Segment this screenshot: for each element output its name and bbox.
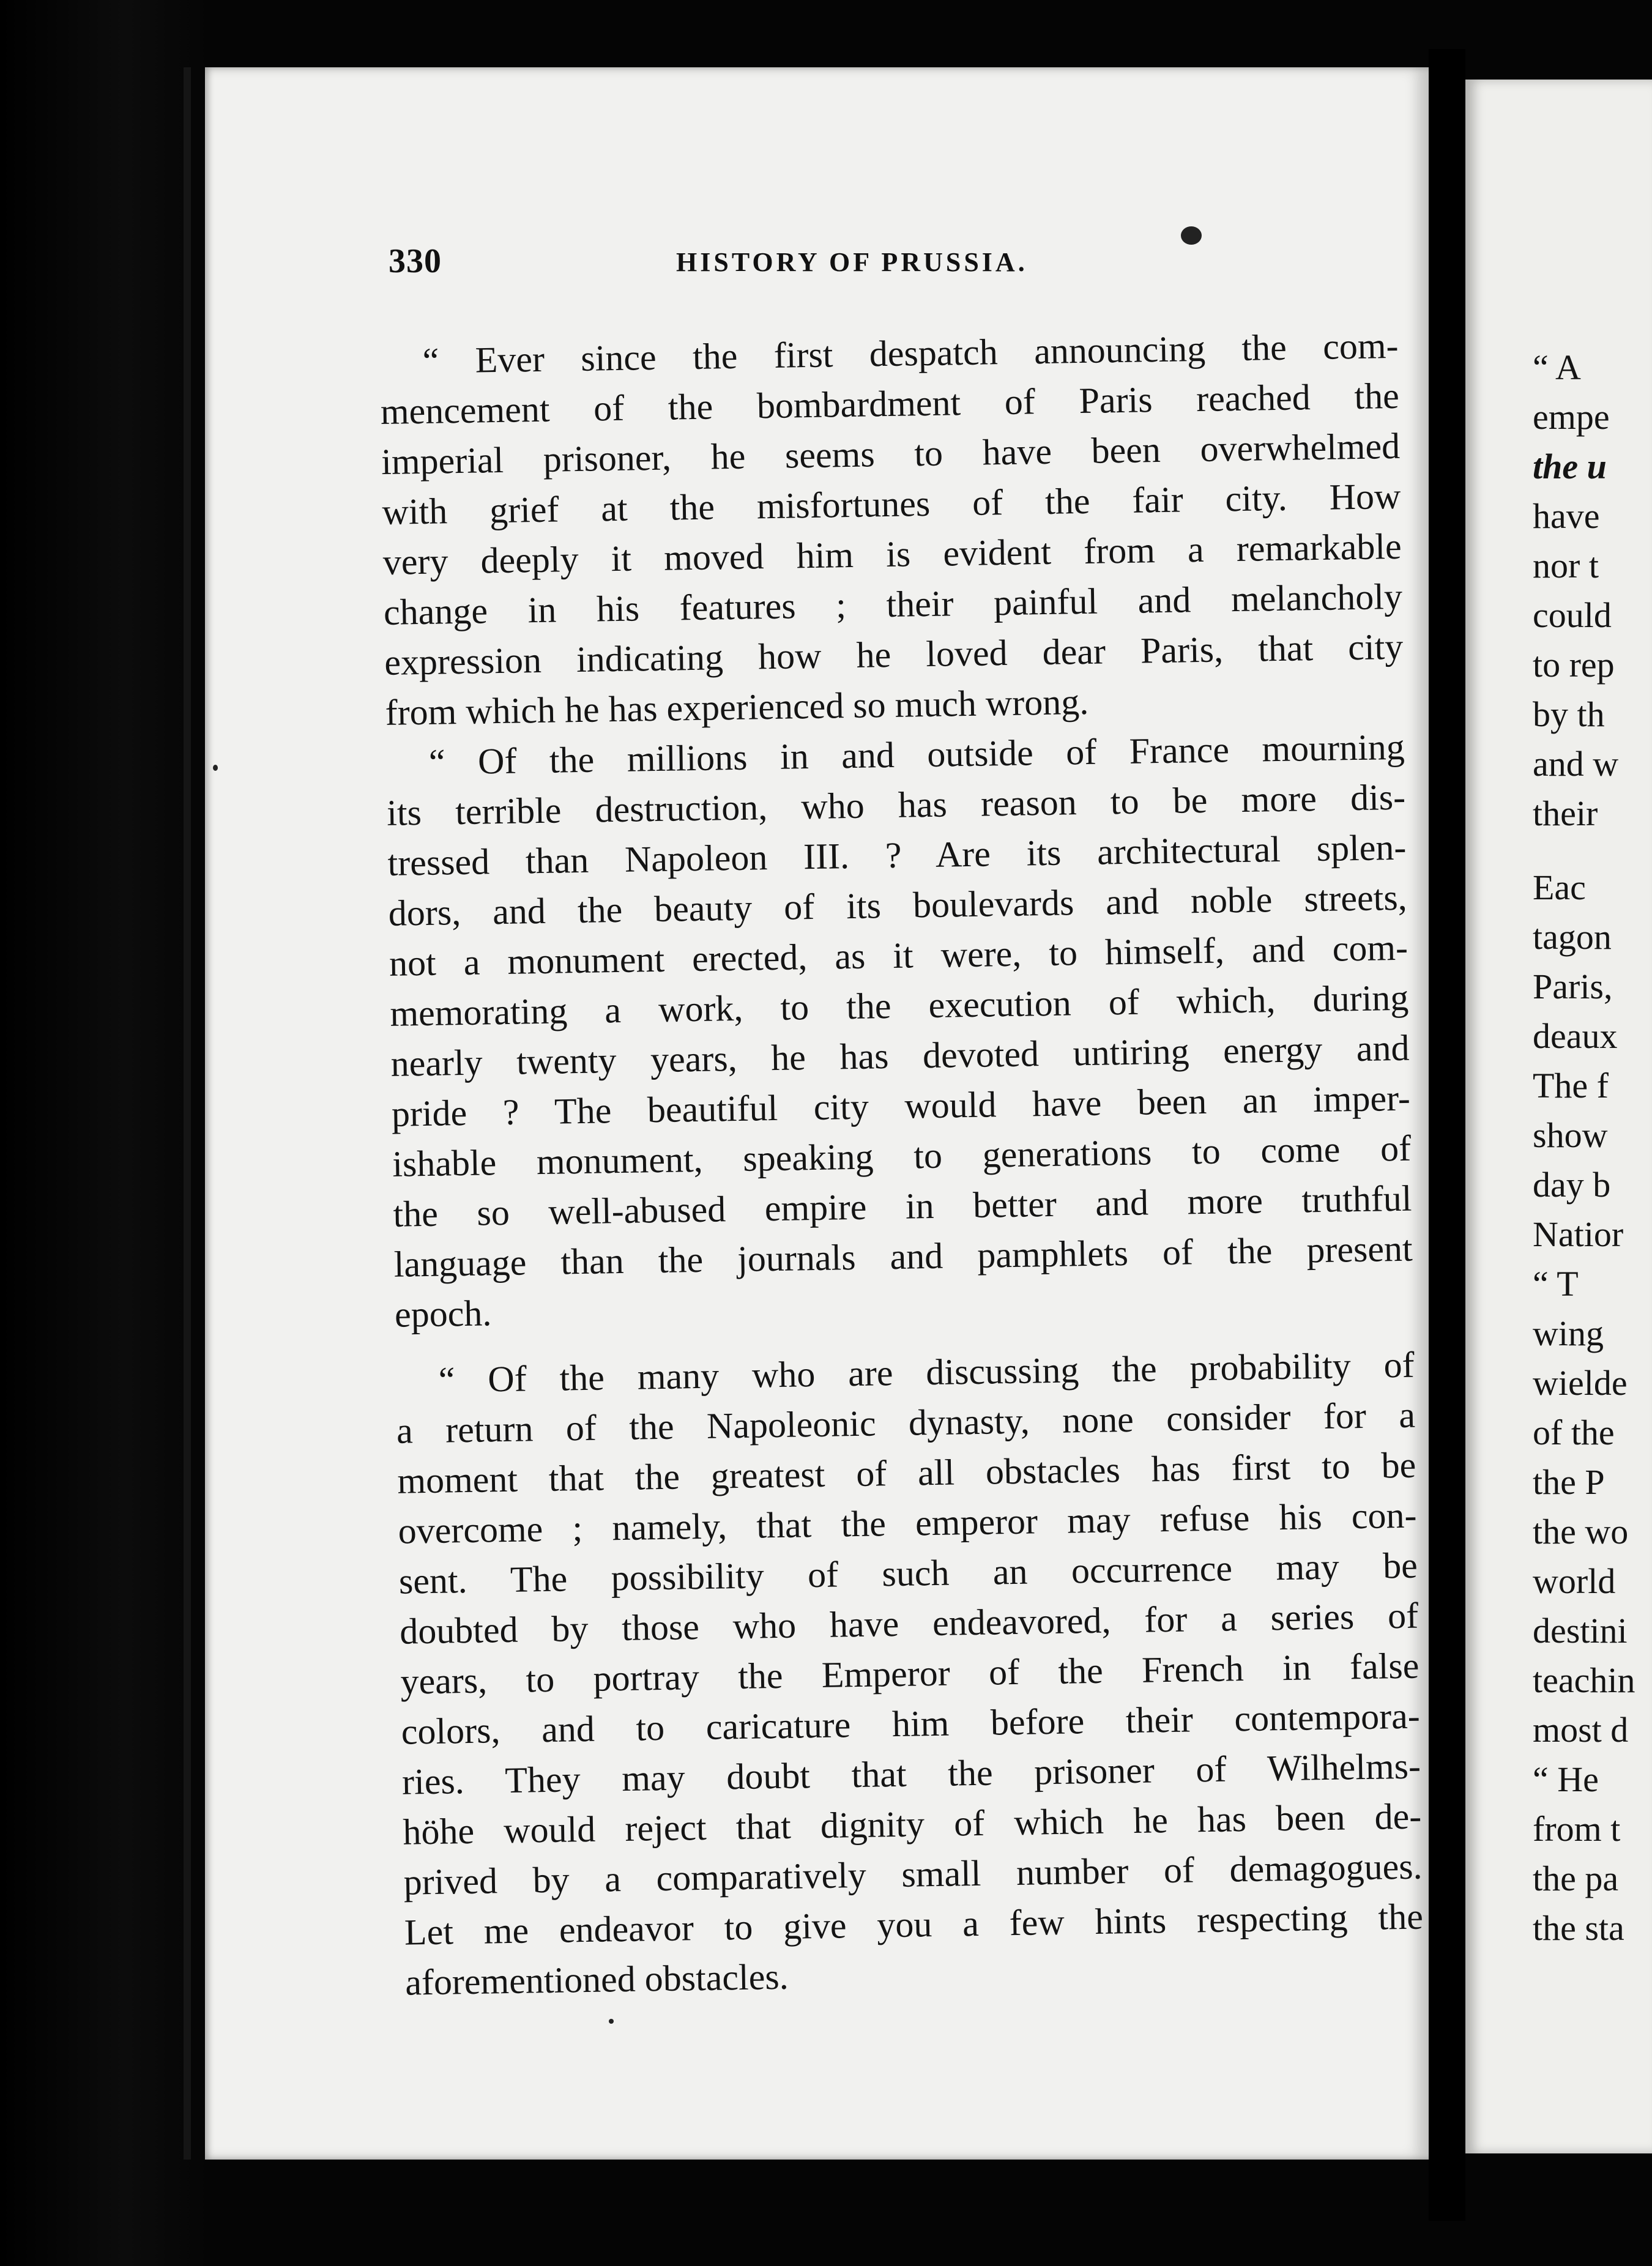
fragment-line: Natior (1533, 1214, 1624, 1254)
fragment-line: “ A (1533, 347, 1581, 387)
text-line: nearly twenty years, he has devoted untiring energy and (390, 1027, 1410, 1084)
book-spine (184, 67, 191, 2160)
text-line: prived by a comparatively small number of demagogues. (403, 1846, 1423, 1903)
page-gutter (1429, 49, 1465, 2221)
fragment-line: “ He (1533, 1759, 1599, 1799)
text-line: overcome ; namely, that the emperor may refuse his con- (398, 1495, 1417, 1551)
text-line: “ Ever since the first despatch announcing the com- (422, 325, 1399, 381)
text-line: expression indicating how he loved dear Paris, that city (384, 626, 1404, 683)
fragment-line: wielde (1533, 1363, 1628, 1403)
fragment-line: wing (1533, 1313, 1604, 1353)
text-line: from which he has experienced so much wrong. (385, 681, 1089, 733)
text-line: Let me endeavor to give you a few hints respecting the (404, 1896, 1424, 1953)
fragment-line: Paris, (1533, 967, 1613, 1006)
fragment-line: nor t (1533, 546, 1599, 585)
text-line: with grief at the misfortunes of the fair city. How (381, 475, 1401, 532)
text-line: höhe would reject that dignity of which he has been de- (402, 1796, 1422, 1852)
text-line: dors, and the beauty of its boulevards and noble streets, (388, 877, 1408, 934)
text-line: “ Of the millions in and outside of France mourning (428, 726, 1405, 782)
text-line: mencement of the bombardment of Paris reached the (380, 375, 1400, 432)
fragment-gap (1533, 838, 1635, 863)
paragraph (379, 321, 1404, 738)
fragment-line: to rep (1533, 645, 1615, 685)
text-line: memorating a work, to the execution of which, during (389, 977, 1409, 1034)
right-page-text-fragments (1533, 343, 1635, 1953)
text-line: sent. The possibility of such an occurrence may be (398, 1545, 1418, 1602)
text-line: change in his features ; their painful and melancholy (383, 576, 1403, 633)
fragment-line: most d (1533, 1710, 1629, 1750)
text-line: not a monument erected, as it were, to himself, and com- (389, 927, 1408, 984)
fragment-line: the wo (1533, 1512, 1629, 1551)
fragment-line: the sta (1533, 1908, 1624, 1948)
fragment-line: Eac (1533, 867, 1586, 907)
text-line: epoch. (394, 1293, 492, 1335)
page-header (389, 242, 1098, 284)
scan-speck (213, 765, 218, 771)
fragment-line: have (1533, 496, 1600, 536)
text-line: doubted by those who have endeavored, for a series of (399, 1595, 1419, 1652)
text-line: a return of the Napoleonic dynasty, none consider for a (396, 1394, 1416, 1451)
text-line: very deeply it moved him is evident from a remarkable (382, 526, 1402, 582)
paragraph (395, 1340, 1424, 2008)
text-line: moment that the greatest of all obstacles has first to be (396, 1444, 1416, 1501)
text-line: tressed than Napoleon III. ? Are its architectural splen- (387, 827, 1407, 883)
text-line: ries. They may doubt that the prisoner of Wilhelms- (401, 1745, 1421, 1802)
fragment-line: the P (1533, 1462, 1605, 1502)
fragment-line: destini (1533, 1611, 1628, 1651)
text-line: ishable monument, speaking to generations to come of (392, 1127, 1412, 1184)
scan-binding-edge (0, 0, 208, 2266)
fragment-line: the pa (1533, 1859, 1619, 1898)
fragment-line: world (1533, 1561, 1616, 1601)
fragment-line: the u (1533, 447, 1607, 486)
fragment-line: their (1533, 793, 1598, 833)
fragment-line: tagon (1533, 917, 1612, 957)
text-line: “ Of the many who are discussing the probability of (438, 1344, 1415, 1400)
fragment-line: could (1533, 595, 1612, 635)
running-head: HISTORY OF PRUSSIA. (676, 247, 1028, 277)
text-line: colors, and to caricature him before their contempora- (401, 1695, 1421, 1752)
fragment-line: empe (1533, 397, 1610, 437)
text-line: language than the journals and pamphlets of the present (393, 1228, 1413, 1285)
fragment-line: of the (1533, 1413, 1615, 1452)
fragment-line: by th (1533, 694, 1605, 734)
fragment-line: from t (1533, 1809, 1621, 1849)
fragment-line: show (1533, 1115, 1608, 1155)
body-text (379, 321, 1424, 2008)
fragment-line: and w (1533, 744, 1619, 784)
fragment-line: deaux (1533, 1016, 1618, 1056)
text-line: its terrible destruction, who has reason to be more dis- (386, 776, 1406, 833)
text-line: the so well-abused empire in better and more truthful (393, 1178, 1412, 1235)
page-number: 330 (389, 242, 442, 280)
fragment-line: day b (1533, 1165, 1611, 1205)
text-line: pride ? The beautiful city would have been an imper- (391, 1077, 1411, 1134)
scan-speck (1181, 226, 1202, 245)
text-line: aforementioned obstacles. (404, 1956, 789, 2003)
paragraph (385, 722, 1413, 1340)
text-line: imperial prisoner, he seems to have been overwhelmed (381, 425, 1401, 482)
scan-speck (609, 2019, 614, 2024)
fragment-line: The f (1533, 1066, 1609, 1105)
fragment-line: teachin (1533, 1660, 1635, 1700)
fragment-line: “ T (1533, 1264, 1579, 1304)
text-line: years, to portray the Emperor of the French in false (400, 1645, 1419, 1702)
